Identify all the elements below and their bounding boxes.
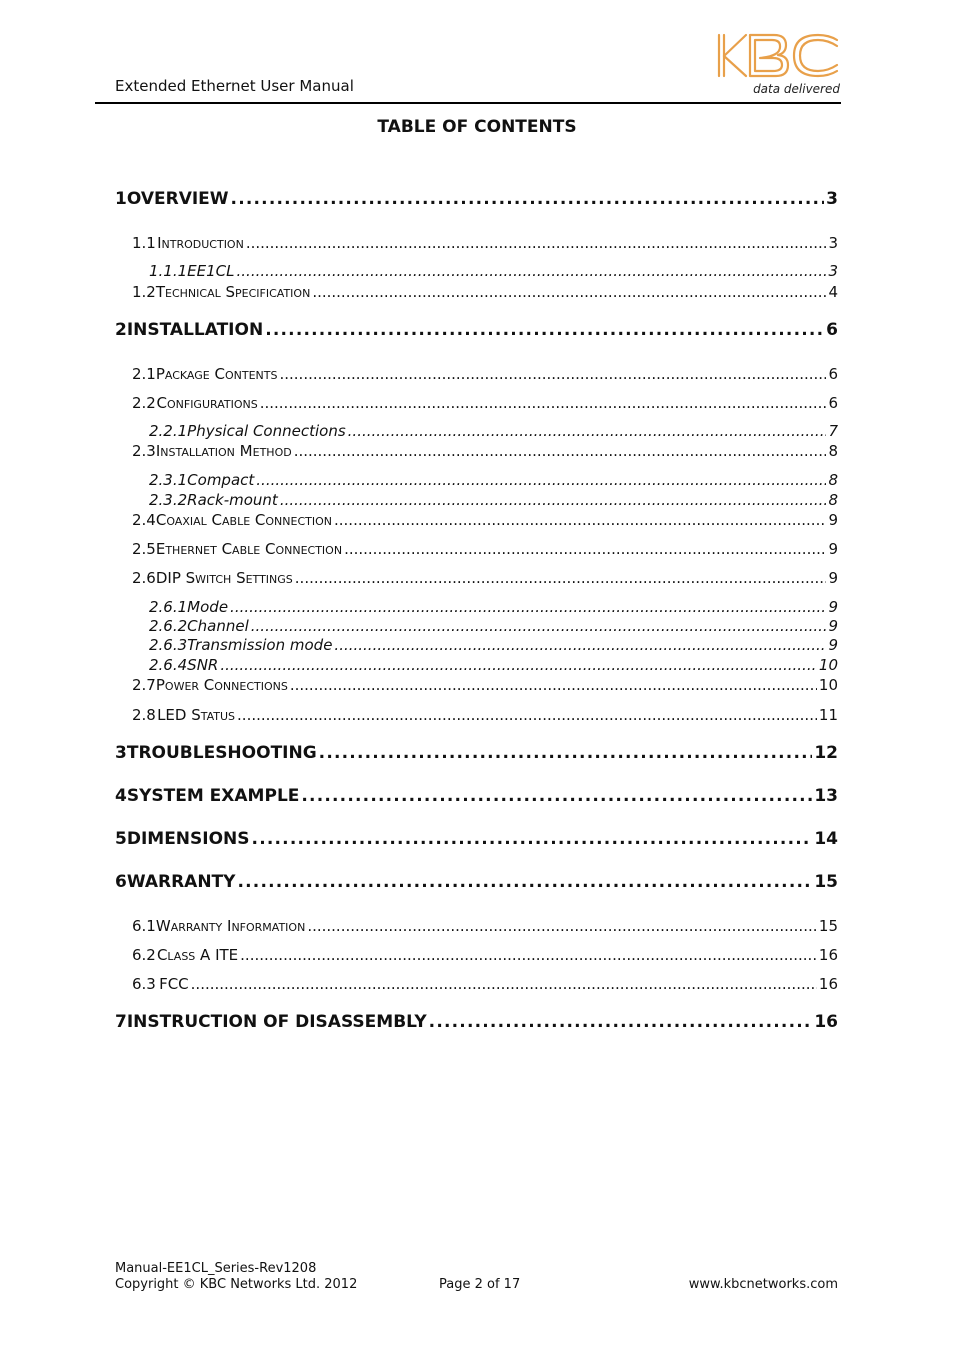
- toc-entry[interactable]: [115, 872, 838, 892]
- toc-entry[interactable]: [149, 262, 838, 280]
- footer-website-link[interactable]: www.kbcnetworks.com: [688, 1277, 838, 1292]
- toc-entry-page: 16: [818, 975, 838, 993]
- toc-leader-dots: [240, 946, 817, 964]
- toc-entry-title: Channel: [187, 617, 249, 635]
- toc-entry-number: 2.3: [132, 442, 156, 460]
- toc-entry-title: Installation Method: [155, 442, 292, 460]
- toc-entry-title: Ethernet Cable Connection: [155, 540, 343, 558]
- toc-leader-dots: [265, 320, 824, 340]
- toc-entry-number: 1: [115, 189, 127, 209]
- toc-entry-page: 8: [828, 442, 838, 460]
- toc-entry-page: 6: [828, 394, 838, 412]
- toc-entry-page: 11: [818, 706, 838, 724]
- toc-entry-page: 15: [814, 872, 838, 892]
- toc-entry[interactable]: [132, 540, 838, 558]
- toc-entry-number: 2.6.1: [149, 598, 188, 616]
- toc-entry-number: 7: [115, 1012, 127, 1032]
- toc-entry[interactable]: [132, 569, 838, 587]
- toc-leader-dots: [344, 540, 826, 558]
- toc-entry-page: 16: [814, 1012, 838, 1032]
- toc-leader-dots: [237, 706, 817, 724]
- toc-leader-dots: [290, 676, 817, 694]
- toc-leader-dots: [334, 511, 826, 529]
- toc-entry-title: SNR: [187, 656, 219, 674]
- toc-entry-page: 8: [828, 491, 838, 509]
- toc-entry-page: 3: [826, 189, 838, 209]
- toc-entry[interactable]: [132, 283, 838, 301]
- toc-entry-title: EE1CL: [187, 262, 235, 280]
- toc-entry-title: Physical Connections: [187, 422, 346, 440]
- toc-entry[interactable]: [132, 676, 838, 694]
- toc-entry-title: Compact: [187, 471, 255, 489]
- toc-entry-title: SYSTEM EXAMPLE: [126, 786, 300, 806]
- toc-entry-title: Transmission mode: [187, 636, 333, 654]
- toc-entry[interactable]: [149, 471, 838, 489]
- toc-entry-page: 6: [828, 365, 838, 383]
- kbc-logo: [712, 28, 844, 100]
- toc-entry[interactable]: [132, 975, 838, 993]
- toc-leader-dots: [230, 598, 826, 616]
- toc-entry-number: 2.3.1: [149, 471, 188, 489]
- toc-leader-dots: [280, 491, 827, 509]
- toc-entry-title: Configurations: [156, 394, 258, 412]
- toc-entry-page: 14: [814, 829, 838, 849]
- toc-entry-number: 2.2: [132, 394, 156, 412]
- toc-leader-dots: [252, 829, 813, 849]
- toc-entry-title: Power Connections: [155, 676, 288, 694]
- toc-entry-title: DIP Switch Settings: [155, 569, 293, 587]
- toc-entry-title: INSTRUCTION OF DISASSEMBLY: [126, 1012, 427, 1032]
- toc-entry-title: Introduction: [157, 234, 244, 252]
- footer-doc-id: Manual-EE1CL_Series-Rev1208: [115, 1261, 317, 1276]
- toc-entry-title: Technical Specification: [155, 283, 311, 301]
- toc-entry-number: 6.1: [132, 917, 156, 935]
- toc-leader-dots: [429, 1012, 813, 1032]
- toc-entry[interactable]: [115, 743, 838, 763]
- toc-entry-page: 9: [828, 598, 838, 616]
- toc-entry-page: 9: [828, 636, 838, 654]
- toc-entry-number: 1.1: [132, 234, 156, 252]
- toc-leader-dots: [348, 422, 827, 440]
- toc-entry-page: 9: [828, 511, 838, 529]
- toc-entry-number: 2.6: [132, 569, 156, 587]
- toc-entry[interactable]: [149, 656, 838, 674]
- header-divider: [95, 102, 841, 104]
- toc-entry[interactable]: [132, 234, 838, 252]
- toc-leader-dots: [191, 975, 817, 993]
- toc-entry[interactable]: [149, 636, 838, 654]
- footer-page-number: Page 2 of 17: [439, 1277, 521, 1292]
- toc-entry-number: 2.6.4: [149, 656, 188, 674]
- toc-entry-number: 2.8: [132, 706, 156, 724]
- toc-entry-page: 9: [828, 569, 838, 587]
- toc-leader-dots: [237, 262, 827, 280]
- toc-leader-dots: [256, 471, 826, 489]
- toc-leader-dots: [295, 569, 827, 587]
- toc-entry[interactable]: [132, 706, 838, 724]
- toc-entry[interactable]: [132, 511, 838, 529]
- toc-entry-title: INSTALLATION: [126, 320, 264, 340]
- toc-entry-title: Class A ITE: [156, 946, 239, 964]
- toc-entry-number: 2.2.1: [149, 422, 188, 440]
- toc-entry-page: 6: [826, 320, 838, 340]
- logo-tagline: data delivered: [753, 82, 840, 96]
- toc-entry-title: Mode: [187, 598, 229, 616]
- kbc-logo-mark: [716, 32, 840, 78]
- toc-leader-dots: [251, 617, 827, 635]
- toc-entry-number: 2.5: [132, 540, 156, 558]
- toc-leader-dots: [260, 394, 827, 412]
- toc-entry-page: 7: [828, 422, 838, 440]
- toc-entry[interactable]: [132, 946, 838, 964]
- toc-entry[interactable]: [149, 617, 838, 635]
- toc-entry-page: 10: [818, 656, 838, 674]
- toc-entry[interactable]: [115, 829, 838, 849]
- toc-entry-number: 2.3.2: [149, 491, 188, 509]
- footer-copyright: Copyright © KBC Networks Ltd. 2012: [115, 1277, 358, 1292]
- toc-leader-dots: [220, 656, 817, 674]
- toc-entry-number: 2.4: [132, 511, 156, 529]
- toc-entry[interactable]: [132, 394, 838, 412]
- toc-entry-number: 2.6.3: [149, 636, 188, 654]
- toc-entry-page: 4: [828, 283, 838, 301]
- toc-entry-title: LED Status: [157, 706, 236, 724]
- toc-entry[interactable]: [149, 422, 838, 440]
- toc-entry-page: 15: [818, 917, 838, 935]
- toc-entry-page: 3: [828, 262, 838, 280]
- toc-entry[interactable]: [132, 917, 838, 935]
- toc-entry-number: 5: [115, 829, 127, 849]
- toc-entry-title: TROUBLESHOOTING: [126, 743, 317, 763]
- toc-entry-page: 13: [814, 786, 838, 806]
- toc-entry[interactable]: [149, 491, 838, 509]
- toc-entry-number: 6.2: [132, 946, 156, 964]
- toc-entry[interactable]: [115, 189, 838, 209]
- toc-entry-number: 3: [115, 743, 127, 763]
- toc-leader-dots: [307, 917, 817, 935]
- toc-leader-dots: [312, 283, 826, 301]
- toc-entry-number: 2.7: [132, 676, 156, 694]
- toc-entry-title: FCC: [159, 975, 189, 993]
- toc-leader-dots: [301, 786, 812, 806]
- toc-entry-page: 16: [818, 946, 838, 964]
- toc-leader-dots: [294, 442, 827, 460]
- toc-heading: TABLE OF CONTENTS: [377, 117, 577, 137]
- toc-entry-page: 12: [814, 743, 838, 763]
- toc-entry-page: 9: [828, 540, 838, 558]
- toc-entry[interactable]: [115, 320, 838, 340]
- toc-entry-number: 2: [115, 320, 127, 340]
- toc-entry-number: 4: [115, 786, 127, 806]
- toc-entry-title: OVERVIEW: [126, 189, 229, 209]
- toc-entry[interactable]: [115, 786, 838, 806]
- document-title: Extended Ethernet User Manual: [115, 77, 354, 95]
- toc-entry-page: 8: [828, 471, 838, 489]
- toc-entry-title: Package Contents: [155, 365, 278, 383]
- toc-entry-title: Warranty Information: [155, 917, 306, 935]
- toc-entry[interactable]: [149, 598, 838, 616]
- toc-leader-dots: [246, 234, 827, 252]
- toc-leader-dots: [279, 365, 826, 383]
- toc-entry-number: 1.1.1: [149, 262, 188, 280]
- toc-entry-title: Coaxial Cable Connection: [155, 511, 332, 529]
- toc-leader-dots: [319, 743, 813, 763]
- toc-entry-number: 2.1: [132, 365, 156, 383]
- toc-entry-title: WARRANTY: [126, 872, 236, 892]
- toc-entry[interactable]: [115, 1012, 838, 1032]
- toc-leader-dots: [237, 872, 812, 892]
- toc-leader-dots: [334, 636, 826, 654]
- toc-entry-page: 3: [828, 234, 838, 252]
- toc-entry[interactable]: [132, 365, 838, 383]
- toc-entry-number: 2.6.2: [149, 617, 188, 635]
- toc-entry-page: 9: [828, 617, 838, 635]
- toc-entry-number: 1.2: [132, 283, 156, 301]
- toc-entry-title: DIMENSIONS: [126, 829, 250, 849]
- toc-entry[interactable]: [132, 442, 838, 460]
- toc-leader-dots: [231, 189, 825, 209]
- toc-entry-page: 10: [818, 676, 838, 694]
- toc-entry-number: 6.3: [132, 975, 156, 993]
- toc-entry-title: Rack-mount: [187, 491, 278, 509]
- toc-entry-number: 6: [115, 872, 127, 892]
